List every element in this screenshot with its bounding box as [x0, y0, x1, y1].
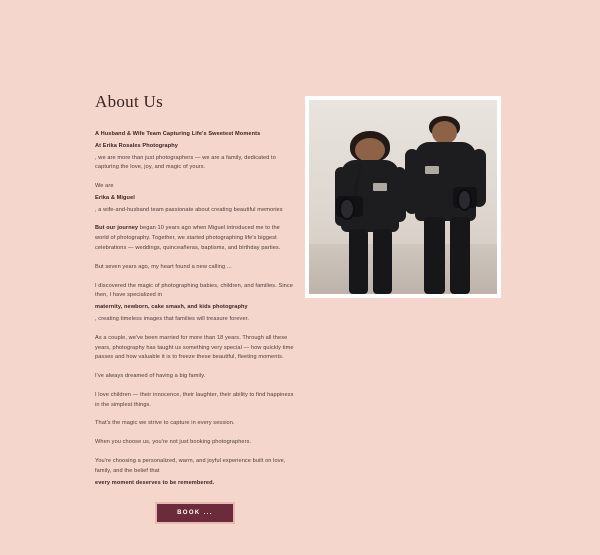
man-with-camera — [403, 116, 489, 294]
about-journey-text: began 10 years ago when Miguel introduced me to the world of photography. Together, we started photographing life's biggest celebrations — weddings, quinceañeras, baptisms, and birthday parties. — [95, 225, 281, 252]
woman-camera-lens — [339, 198, 355, 220]
woman-head — [355, 138, 385, 162]
about-journey — [95, 224, 295, 253]
about-paragraph-discovered: I discovered the magic of photographing babies, children, and families. Since then, I have specialized in — [95, 282, 293, 299]
man-leg-left — [424, 217, 445, 294]
about-paragraph-bigfamily: I've always dreamed of having a big family. — [95, 373, 206, 380]
about-paragraph-married: As a couple, we've been married for more than 18 years. Through all these years, photography has taught us something very special — how quickly time passes and how valuable it is to freeze these beautiful, fleeting moments. — [95, 334, 294, 361]
woman-with-camera — [332, 131, 411, 294]
about-specialty: maternity, newborn, cake smash, and kids photography — [95, 304, 248, 311]
about-paragraph-magic: That's the magic we strive to capture in every session. — [95, 420, 235, 427]
about-text-column — [95, 130, 295, 497]
about-section — [95, 92, 505, 497]
man-head — [432, 121, 458, 144]
about-photo-frame — [305, 96, 501, 298]
about-paragraph-children: I love children — their innocence, their laughter, their ability to find happiness in the simplest things. — [95, 391, 294, 408]
man-leg-right — [450, 217, 471, 294]
about-names-desc: , a wife-and-husband team passionate about creating beautiful memories — [95, 206, 283, 213]
about-closing: every moment deserves to be remembered. — [95, 479, 215, 486]
about-paragraph-choose: When you choose us, you're not just booking photographers. — [95, 439, 252, 446]
about-paragraph-experience: You're choosing a personalized, warm, and joyful experience built on love, family, and the belief that — [95, 457, 286, 474]
couple-photographers-portrait — [309, 100, 497, 294]
about-specialty-tail: , creating timeless images that families will treasure forever. — [95, 315, 249, 322]
woman-leg-right — [373, 229, 392, 294]
about-subheading-2: At Erika Rosales Photography — [95, 142, 178, 149]
about-journey-bold: But our journey — [95, 225, 139, 232]
woman-shirt-logo — [373, 183, 387, 191]
book-button[interactable]: BOOK ... — [155, 502, 235, 524]
woman-leg-left — [349, 229, 368, 294]
about-paragraph-intro: , we are more than just photographers — we are a family, dedicated to capturing the love, joy, and magic of yours. — [95, 154, 276, 171]
about-subheading-1: A Husband & Wife Team Capturing Life's Sweetest Moments — [95, 131, 261, 137]
page-title: About Us — [95, 92, 164, 111]
about-paragraph-calling: But seven years ago, my heart found a new calling ... — [95, 263, 232, 270]
about-paragraph-weare: We are — [95, 183, 114, 190]
man-arm-left — [405, 149, 419, 213]
man-camera-lens — [457, 189, 472, 211]
man-shirt-logo — [425, 166, 439, 175]
about-names: Erika & Miguel — [95, 194, 135, 201]
